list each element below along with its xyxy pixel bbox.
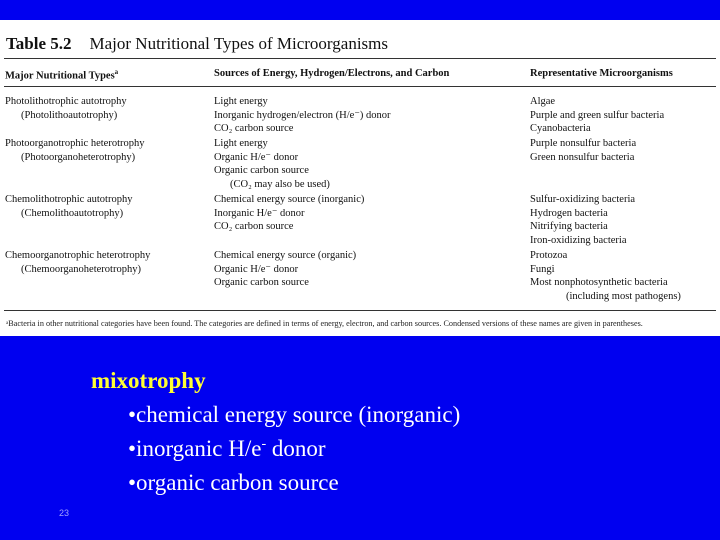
type-cell: Chemolithotrophic autotrophy (Chemolithoautotrophy) bbox=[5, 194, 133, 219]
sources-cell: Light energy Organic H/e⁻ donor Organic carbon source (CO₂ may also be used) bbox=[214, 138, 330, 190]
table-image bbox=[0, 20, 720, 336]
organisms-cell: Sulfur-oxidizing bacteria Hydrogen bacteria Nitrifying bacteria Iron-oxidizing bacteria bbox=[530, 194, 636, 246]
header-sources: Sources of Energy, Hydrogen/Electrons, and Carbon bbox=[214, 68, 450, 79]
table-title bbox=[6, 34, 388, 54]
type-cell: Photolithotrophic autotrophy (Photolithoautotrophy) bbox=[5, 96, 127, 121]
sources-cell: Light energy Inorganic hydrogen/electron (H/e⁻) donor CO₂ carbon source bbox=[214, 96, 391, 135]
table-rule-header bbox=[4, 86, 716, 87]
organisms-cell: Purple nonsulfur bacteria Green nonsulfur bacteria bbox=[530, 138, 637, 163]
sources-cell: Chemical energy source (inorganic) Inorganic H/e⁻ donor CO₂ carbon source bbox=[214, 194, 365, 233]
table-rule-top bbox=[4, 58, 716, 59]
page-number: 23 bbox=[59, 508, 70, 518]
organisms-cell: Protozoa Fungi Most nonphotosynthetic bacteria (including most pathogens) bbox=[530, 250, 681, 302]
bullet-item: •organic carbon source bbox=[128, 470, 339, 495]
table-number: Table 5.2 bbox=[6, 34, 72, 53]
sources-cell: Chemical energy source (organic) Organic H/e⁻ donor Organic carbon source bbox=[214, 250, 357, 289]
bullet-item: •inorganic H/e- donor bbox=[128, 436, 326, 461]
type-cell: Chemoorganotrophic heterotrophy (Chemoorganoheterotrophy) bbox=[5, 250, 151, 275]
header-organisms: Representative Microorganisms bbox=[530, 68, 673, 79]
header-types: Major Nutritional Types$^a$ bbox=[5, 68, 119, 82]
type-cell: Photoorganotrophic heterotrophy (Photoorganoheterotrophy) bbox=[5, 138, 145, 163]
bullet-item: •chemical energy source (inorganic) bbox=[128, 402, 461, 427]
slide-heading: mixotrophy bbox=[91, 368, 206, 393]
organisms-cell: Algae Purple and green sulfur bacteria Cyanobacteria bbox=[530, 96, 665, 135]
table-footnote: ᵃBacteria in other nutritional categories have been found. The categories are defined in terms of energy, electron, and carbon sources. Condensed versions of these names are given in parentheses. bbox=[6, 319, 643, 328]
table-rule-bottom bbox=[4, 310, 716, 311]
table-title-text: Major Nutritional Types of Microorganisms bbox=[89, 34, 388, 53]
